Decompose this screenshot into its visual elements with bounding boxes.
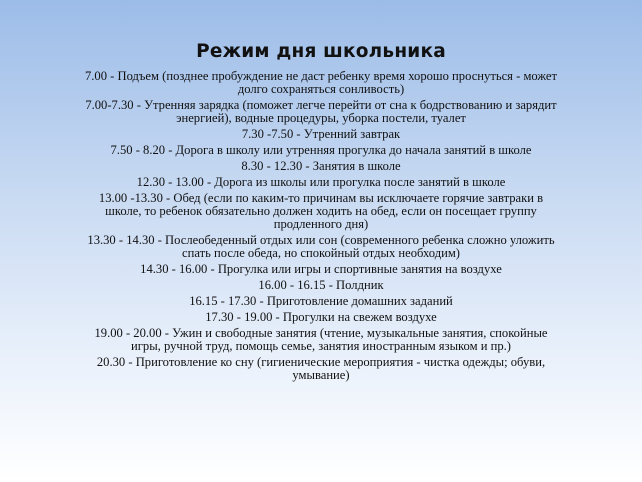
schedule-entry: 12.30 - 13.00 - Дорога из школы или прогулка после занятий в школе — [136, 175, 506, 190]
schedule-entry: 14.30 - 16.00 - Прогулка или игры и спортивные занятия на воздухе — [140, 261, 502, 276]
schedule-entry: 20.30 - Приготовление ко сну (гигиенические мероприятия - чистка одежды; обуви, умывание) — [96, 355, 546, 382]
schedule-entry: 16.00 - 16.15 - Полдник — [258, 277, 384, 292]
schedule-entry: 19.00 - 20.00 - Ужин и свободные занятия (чтение, музыкальные занятия, спокойные игры, ручной труд, помощь семье, занятия иностранным языком и пр.) — [94, 326, 548, 353]
schedule-entry: 7.00-7.30 - Утренняя зарядка (поможет легче перейти от сна к бодрствованию и зарядит энергией), водные процедуры, уборка постели, туалет — [85, 97, 557, 125]
schedule-entry: 13.00 -13.30 - Обед (если по каким-то причинам вы исключаете горячие завтраки в школе, то ребенок обязательно должен ходить на обед, если он посещает группу продленного дня) — [98, 191, 544, 231]
schedule-entry: 17.30 - 19.00 - Прогулки на свежем воздухе — [205, 310, 437, 325]
schedule-entry: 13.30 - 14.30 - Послеобеденный отдых или сон (современного ребенка сложно уложить спать после обеда, но спокойный отдых необходим) — [87, 232, 555, 260]
schedule-entry: 7.00 - Подъем (позднее пробуждение не даст ребенку время хорошо проснуться - может долго сохраняться сонливость) — [84, 69, 558, 96]
schedule-entry: 7.30 -7.50 - Утренний завтрак — [241, 126, 401, 141]
slide-title: Режим дня школьника — [196, 41, 446, 62]
schedule-list — [80, 70, 562, 385]
schedule-entry: 7.50 - 8.20 - Дорога в школу или утренняя прогулка до начала занятий в школе — [110, 142, 532, 157]
schedule-entry: 8.30 - 12.30 - Занятия в школе — [241, 158, 401, 173]
schedule-entry: 16.15 - 17.30 - Приготовление домашних заданий — [189, 293, 453, 308]
